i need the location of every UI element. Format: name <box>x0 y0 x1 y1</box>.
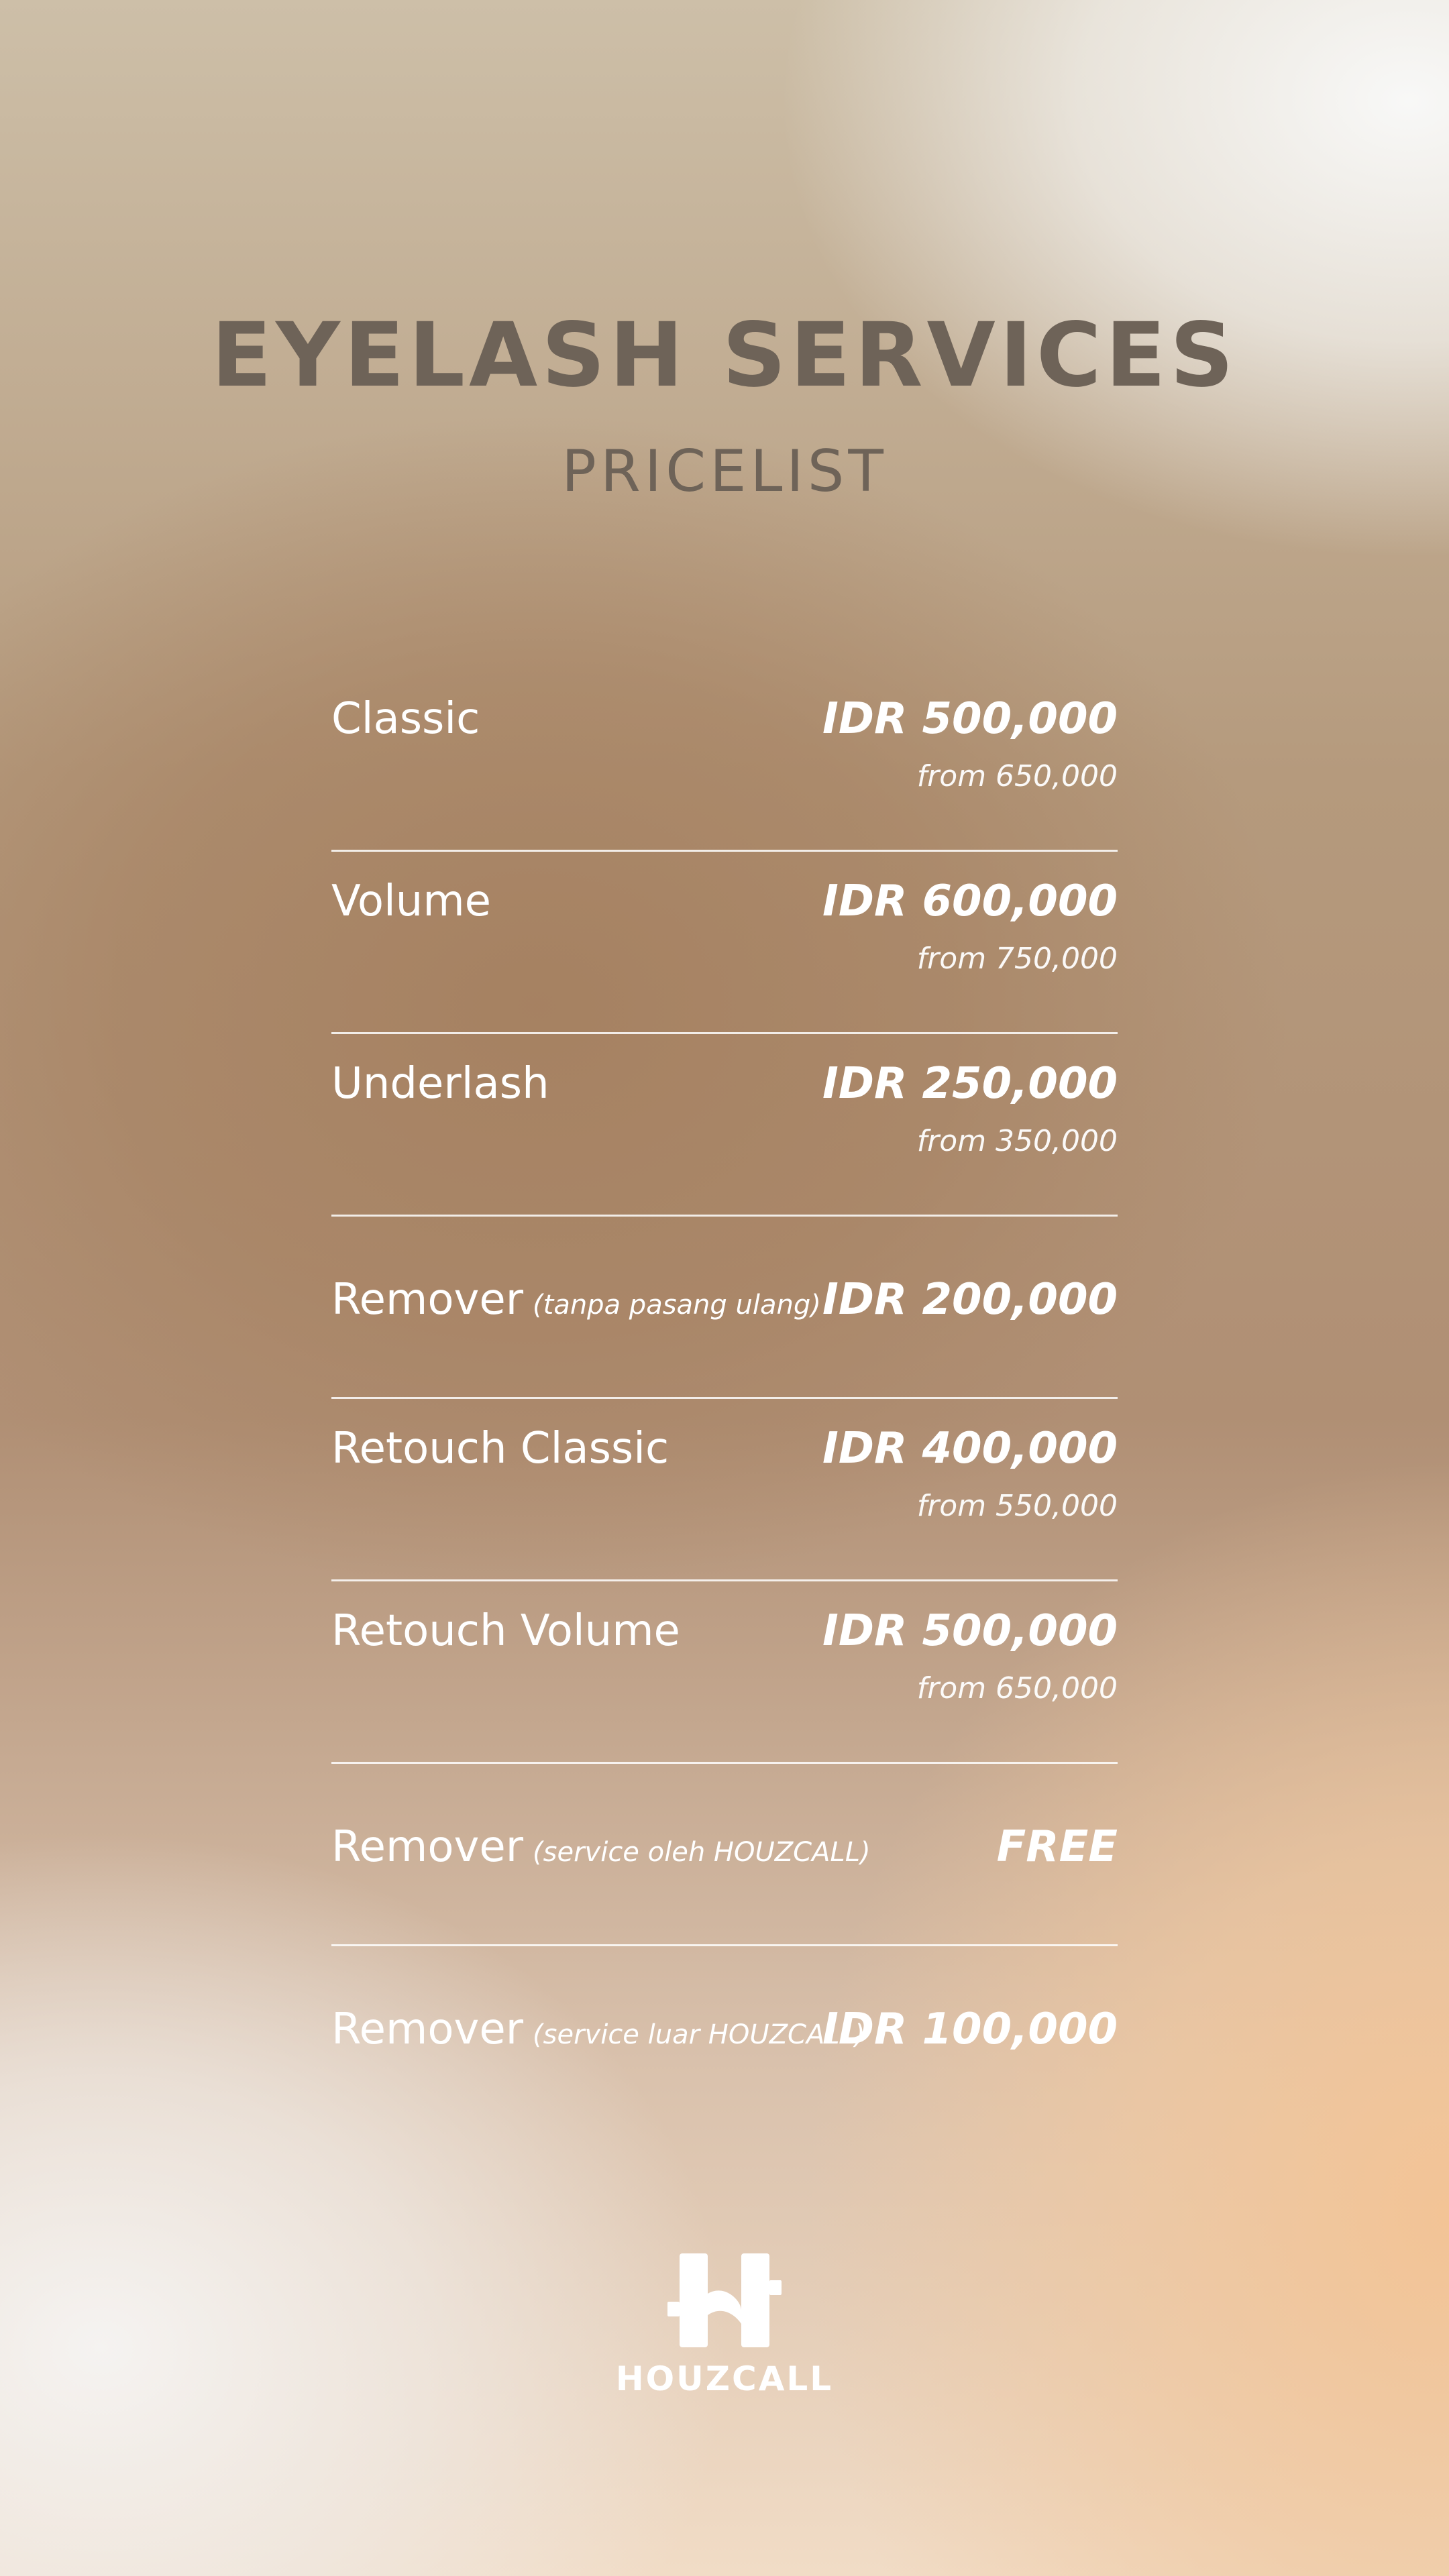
service-name: Remover (service oleh HOUZCALL) <box>331 1822 871 1872</box>
service-price: IDR 200,000 <box>822 1275 1118 1325</box>
service-price: IDR 250,000 <box>822 1059 1118 1109</box>
service-price: IDR 400,000 <box>822 1424 1118 1473</box>
page-subtitle: PRICELIST <box>561 438 888 505</box>
price-list <box>331 669 1118 2129</box>
service-note: (service oleh HOUZCALL) <box>533 1837 871 1868</box>
service-note: (service luar HOUZCALL) <box>533 2019 865 2050</box>
service-name: Remover (tanpa pasang ulang) <box>331 1275 821 1325</box>
service-name: Retouch Volume <box>331 1606 680 1656</box>
page-title: EYELASH SERVICES <box>211 304 1238 407</box>
service-row <box>331 1399 1118 1581</box>
service-from-price: from 650,000 <box>916 759 1118 793</box>
service-price: IDR 100,000 <box>822 2005 1118 2054</box>
service-name: Volume <box>331 877 492 926</box>
service-price: IDR 600,000 <box>822 877 1118 926</box>
service-from-price: from 750,000 <box>916 942 1118 976</box>
header <box>0 305 1449 505</box>
service-name: Classic <box>331 694 480 744</box>
service-row <box>331 1946 1118 2129</box>
service-row <box>331 1764 1118 1946</box>
service-from-price: from 550,000 <box>916 1489 1118 1523</box>
service-price: IDR 500,000 <box>822 1606 1118 1656</box>
service-row <box>331 1581 1118 1764</box>
service-price: FREE <box>996 1822 1118 1872</box>
service-from-price: from 650,000 <box>916 1671 1118 1705</box>
service-from-price: from 350,000 <box>916 1124 1118 1158</box>
service-row <box>331 669 1118 852</box>
brand-logo <box>0 2253 1449 2398</box>
service-row <box>331 1217 1118 1399</box>
service-row <box>331 1034 1118 1217</box>
service-row <box>331 852 1118 1034</box>
service-price: IDR 500,000 <box>822 694 1118 744</box>
brand-name: HOUZCALL <box>615 2359 834 2398</box>
houzcall-h-logo-icon <box>667 2253 782 2347</box>
service-name: Retouch Classic <box>331 1424 669 1473</box>
service-note: (tanpa pasang ulang) <box>533 1290 821 1321</box>
service-name: Underlash <box>331 1059 549 1109</box>
service-name: Remover (service luar HOUZCALL) <box>331 2005 865 2054</box>
